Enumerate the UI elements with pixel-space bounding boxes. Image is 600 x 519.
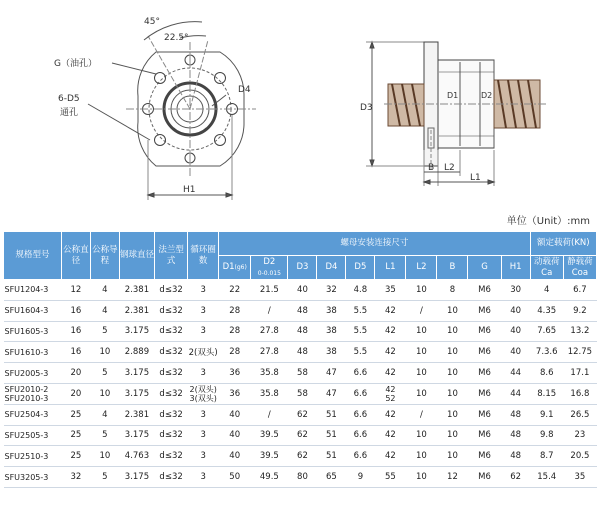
cell-model: SFU1605-3 [4, 321, 62, 342]
cell-b: 12 [437, 467, 468, 488]
cell-ball: 2.381 [119, 404, 154, 425]
cell-lead: 10 [90, 446, 119, 467]
cell-d3: 48 [288, 300, 317, 321]
cell-d5: 5.5 [346, 300, 375, 321]
cell-b: 10 [437, 363, 468, 384]
b-dimension-label: B [428, 163, 435, 173]
side-view-drawing [366, 42, 548, 186]
front-view-drawing [88, 22, 256, 200]
table-body [4, 280, 597, 488]
cell-model: SFU2510-3 [4, 446, 62, 467]
cell-ca: 8.15 [530, 383, 563, 404]
col-model: 规格型号 [4, 232, 62, 280]
cell-h1: 48 [501, 425, 530, 446]
cell-l2: 10 [406, 467, 437, 488]
cell-h1: 48 [501, 446, 530, 467]
cell-b: 10 [437, 404, 468, 425]
table-header [4, 232, 597, 280]
cell-ca: 8.7 [530, 446, 563, 467]
cell-l2: 10 [406, 446, 437, 467]
d2-dimension-label: D2 [481, 91, 493, 100]
through-hole-label-2: 通孔 [60, 108, 79, 118]
cell-nominal-diameter: 25 [61, 404, 90, 425]
table-row [4, 383, 597, 404]
cell-ball: 3.175 [119, 425, 154, 446]
cell-lead: 4 [90, 280, 119, 301]
cell-lead: 4 [90, 300, 119, 321]
col-d2: D2 0-0.015 [251, 256, 288, 280]
drawing-canvas [0, 0, 600, 212]
col-ca: 动载荷Ca [530, 256, 563, 280]
table-row [4, 446, 597, 467]
cell-flange: d≤32 [155, 383, 188, 404]
cell-coa: 9.2 [563, 300, 596, 321]
through-hole-label: 6-D5 [58, 94, 80, 104]
cell-d4: 47 [317, 363, 346, 384]
cell-d1: 28 [219, 300, 251, 321]
angle-45-label: 45° [144, 17, 160, 27]
cell-g: M6 [468, 467, 501, 488]
cell-d5: 5.5 [346, 342, 375, 363]
cell-h1: 40 [501, 342, 530, 363]
cell-d4: 51 [317, 404, 346, 425]
cell-b: 10 [437, 425, 468, 446]
table-row [4, 425, 597, 446]
cell-d2: 27.8 [251, 342, 288, 363]
cell-model: SFU2505-3 [4, 425, 62, 446]
cell-l2: / [406, 300, 437, 321]
cell-lead: 10 [90, 342, 119, 363]
cell-ca: 8.6 [530, 363, 563, 384]
cell-ca: 15.4 [530, 467, 563, 488]
cell-model: SFU3205-3 [4, 467, 62, 488]
col-d5: D5 [346, 256, 375, 280]
cell-l1: 42 [375, 363, 406, 384]
cell-d3: 40 [288, 280, 317, 301]
l1-dimension-label: L1 [470, 173, 481, 183]
cell-flange: d≤32 [155, 425, 188, 446]
cell-l1: 42 [375, 321, 406, 342]
cell-d4: 65 [317, 467, 346, 488]
cell-d5: 6.6 [346, 425, 375, 446]
cell-g: M6 [468, 300, 501, 321]
cell-ball: 3.175 [119, 467, 154, 488]
cell-l1: 42 [375, 404, 406, 425]
cell-d5: 9 [346, 467, 375, 488]
cell-coa: 35 [563, 467, 596, 488]
cell-d2: 27.8 [251, 321, 288, 342]
col-flange-type: 法兰型式 [155, 232, 188, 280]
col-nominal-lead: 公称导程 [90, 232, 119, 280]
cell-d2: 39.5 [251, 446, 288, 467]
cell-d3: 62 [288, 446, 317, 467]
cell-coa: 17.1 [563, 363, 596, 384]
technical-drawings [0, 0, 600, 212]
cell-coa: 26.5 [563, 404, 596, 425]
col-l1: L1 [375, 256, 406, 280]
cell-d1: 50 [219, 467, 251, 488]
col-group-dimensions: 螺母安装连接尺寸 [219, 232, 530, 256]
cell-turns: 3 [188, 363, 219, 384]
cell-d1: 28 [219, 321, 251, 342]
cell-lead: 10 [90, 383, 119, 404]
cell-d5: 4.8 [346, 280, 375, 301]
cell-ball: 2.381 [119, 280, 154, 301]
cell-g: M6 [468, 363, 501, 384]
cell-g: M6 [468, 280, 501, 301]
col-ball-diameter: 钢球直径 [119, 232, 154, 280]
cell-d5: 6.6 [346, 383, 375, 404]
col-d1: D1(g6) [219, 256, 251, 280]
col-coa: 静载荷Coa [563, 256, 596, 280]
cell-model: SFU2504-3 [4, 404, 62, 425]
cell-h1: 30 [501, 280, 530, 301]
cell-flange: d≤32 [155, 300, 188, 321]
cell-flange: d≤32 [155, 342, 188, 363]
cell-h1: 48 [501, 404, 530, 425]
cell-d2: 39.5 [251, 425, 288, 446]
cell-d1: 36 [219, 363, 251, 384]
cell-nominal-diameter: 16 [61, 300, 90, 321]
cell-g: M6 [468, 404, 501, 425]
cell-d4: 51 [317, 425, 346, 446]
cell-flange: d≤32 [155, 404, 188, 425]
cell-coa: 12.75 [563, 342, 596, 363]
cell-d1: 40 [219, 425, 251, 446]
table-row [4, 300, 597, 321]
cell-nominal-diameter: 20 [61, 363, 90, 384]
cell-model: SFU2010-2 SFU2010-3 [4, 383, 62, 404]
table-row [4, 363, 597, 384]
cell-d3: 62 [288, 425, 317, 446]
cell-b: 10 [437, 383, 468, 404]
cell-nominal-diameter: 12 [61, 280, 90, 301]
cell-ca: 7.65 [530, 321, 563, 342]
cell-turns: 3 [188, 404, 219, 425]
cell-b: 10 [437, 446, 468, 467]
cell-d4: 47 [317, 383, 346, 404]
cell-d1: 22 [219, 280, 251, 301]
cell-l2: 10 [406, 321, 437, 342]
cell-l1: 42 [375, 342, 406, 363]
col-turns: 循环圈数 [188, 232, 219, 280]
cell-d1: 36 [219, 383, 251, 404]
cell-ball: 3.175 [119, 363, 154, 384]
cell-d4: 51 [317, 446, 346, 467]
cell-g: M6 [468, 425, 501, 446]
cell-l1: 55 [375, 467, 406, 488]
cell-nominal-diameter: 16 [61, 342, 90, 363]
cell-d5: 6.6 [346, 363, 375, 384]
cell-b: 8 [437, 280, 468, 301]
col-group-load: 额定载荷(KN) [530, 232, 596, 256]
cell-lead: 5 [90, 467, 119, 488]
cell-d4: 38 [317, 342, 346, 363]
cell-ball: 3.175 [119, 321, 154, 342]
cell-nominal-diameter: 20 [61, 383, 90, 404]
cell-ball: 2.889 [119, 342, 154, 363]
cell-d5: 6.6 [346, 446, 375, 467]
cell-g: M6 [468, 321, 501, 342]
cell-d1: 40 [219, 404, 251, 425]
cell-ca: 4.35 [530, 300, 563, 321]
cell-turns: 2(双头) 3(双头) [189, 384, 217, 403]
cell-model: SFU2005-3 [4, 363, 62, 384]
cell-l1: 35 [375, 280, 406, 301]
cell-l1: 42 [375, 425, 406, 446]
cell-l2: 10 [406, 425, 437, 446]
cell-d2: 35.8 [251, 363, 288, 384]
cell-flange: d≤32 [155, 467, 188, 488]
cell-l2: 10 [406, 280, 437, 301]
cell-lead: 4 [90, 404, 119, 425]
cell-d3: 48 [288, 321, 317, 342]
cell-lead: 5 [90, 363, 119, 384]
cell-turns: 3 [188, 300, 219, 321]
col-d3: D3 [288, 256, 317, 280]
d4-dimension-label: D4 [238, 85, 251, 95]
cell-h1: 44 [501, 383, 530, 404]
d3-dimension-label: D3 [360, 103, 373, 113]
cell-ca: 9.8 [530, 425, 563, 446]
col-l2: L2 [406, 256, 437, 280]
cell-nominal-diameter: 25 [61, 446, 90, 467]
cell-d5: 6.6 [346, 404, 375, 425]
cell-h1: 62 [501, 467, 530, 488]
d1-dimension-label: D1 [447, 91, 459, 100]
cell-d2: / [251, 404, 288, 425]
cell-model: SFU1204-3 [4, 280, 62, 301]
cell-model: SFU1604-3 [4, 300, 62, 321]
cell-l2: / [406, 404, 437, 425]
cell-ball: 3.175 [119, 383, 154, 404]
cell-g: M6 [468, 383, 501, 404]
cell-flange: d≤32 [155, 321, 188, 342]
cell-l2: 10 [406, 363, 437, 384]
cell-flange: d≤32 [155, 280, 188, 301]
cell-flange: d≤32 [155, 446, 188, 467]
cell-nominal-diameter: 32 [61, 467, 90, 488]
cell-d1: 40 [219, 446, 251, 467]
table-row [4, 467, 597, 488]
cell-d4: 38 [317, 321, 346, 342]
cell-ball: 4.763 [119, 446, 154, 467]
cell-nominal-diameter: 25 [61, 425, 90, 446]
cell-b: 10 [437, 321, 468, 342]
cell-lead: 5 [90, 425, 119, 446]
cell-turns: 2(双头) [188, 342, 219, 363]
oil-hole-label: G（油孔） [54, 59, 97, 69]
col-g: G [468, 256, 501, 280]
cell-coa: 23 [563, 425, 596, 446]
cell-ca: 7.3.6 [530, 342, 563, 363]
cell-l1: 42 52 [375, 383, 406, 404]
unit-label: 单位（Unit）:mm [506, 216, 590, 227]
cell-ca: 9.1 [530, 404, 563, 425]
cell-g: M6 [468, 342, 501, 363]
cell-d4: 32 [317, 280, 346, 301]
cell-turns: 3 [188, 321, 219, 342]
cell-d4: 38 [317, 300, 346, 321]
cell-d3: 48 [288, 342, 317, 363]
cell-d5: 5.5 [346, 321, 375, 342]
cell-turns: 3 [188, 446, 219, 467]
cell-turns: 3 [188, 280, 219, 301]
cell-ca: 4 [530, 280, 563, 301]
cell-d3: 58 [288, 383, 317, 404]
cell-model: SFU1610-3 [4, 342, 62, 363]
cell-d1: 28 [219, 342, 251, 363]
cell-l1: 42 [375, 446, 406, 467]
cell-d3: 58 [288, 363, 317, 384]
table-row [4, 342, 597, 363]
cell-coa: 20.5 [563, 446, 596, 467]
cell-d2: 49.5 [251, 467, 288, 488]
col-d4: D4 [317, 256, 346, 280]
table-row [4, 321, 597, 342]
cell-h1: 44 [501, 363, 530, 384]
cell-coa: 6.7 [563, 280, 596, 301]
cell-h1: 40 [501, 300, 530, 321]
h1-dimension-label: H1 [183, 185, 196, 195]
spec-table [3, 231, 597, 488]
angle-22-label: 22.5° [164, 33, 189, 43]
table-row [4, 404, 597, 425]
cell-g: M6 [468, 446, 501, 467]
cell-ball: 2.381 [119, 300, 154, 321]
cell-b: 10 [437, 342, 468, 363]
cell-d3: 62 [288, 404, 317, 425]
cell-coa: 13.2 [563, 321, 596, 342]
cell-nominal-diameter: 16 [61, 321, 90, 342]
cell-turns: 3 [188, 467, 219, 488]
cell-d2: / [251, 300, 288, 321]
cell-turns: 3 [188, 425, 219, 446]
cell-lead: 5 [90, 321, 119, 342]
l2-dimension-label: L2 [444, 163, 455, 173]
cell-l1: 42 [375, 300, 406, 321]
cell-d2: 35.8 [251, 383, 288, 404]
cell-coa: 16.8 [563, 383, 596, 404]
col-nominal-diameter: 公称直径 [61, 232, 90, 280]
cell-d2: 21.5 [251, 280, 288, 301]
cell-l2: 10 [406, 383, 437, 404]
cell-d3: 80 [288, 467, 317, 488]
cell-flange: d≤32 [155, 363, 188, 384]
cell-h1: 40 [501, 321, 530, 342]
table-row [4, 280, 597, 301]
cell-l2: 10 [406, 342, 437, 363]
col-b: B [437, 256, 468, 280]
cell-b: 10 [437, 300, 468, 321]
col-h1: H1 [501, 256, 530, 280]
